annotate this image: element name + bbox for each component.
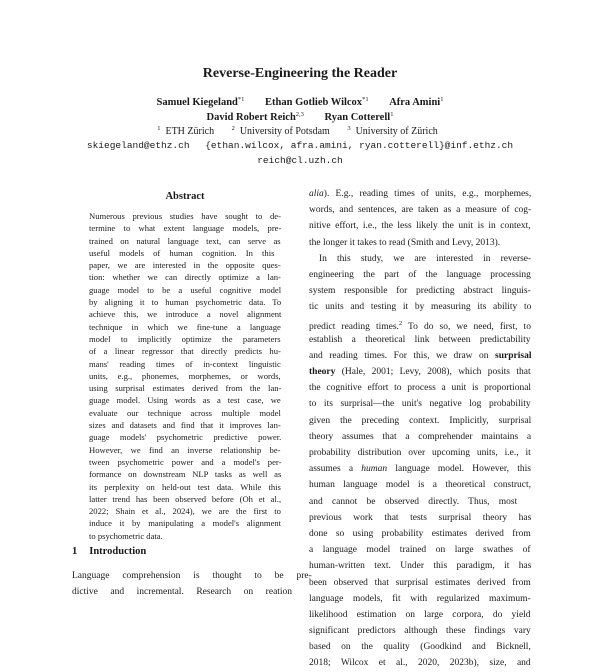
paper-title: Reverse-Engineering the Reader xyxy=(202,66,398,81)
author-line-2 xyxy=(0,111,600,123)
body-line xyxy=(309,267,531,283)
text-run: In this study, we are interested in reverse- xyxy=(319,253,532,264)
body-line xyxy=(309,235,531,251)
abstract-line: mans' reading times of in-context linguistic xyxy=(89,358,281,369)
body-line xyxy=(309,494,531,510)
abstract-line: of a linear regressor that directly predicts hu- xyxy=(89,346,281,357)
body-line xyxy=(309,510,531,526)
body-line xyxy=(309,542,531,558)
abstract-line: sizes and datasets and find that it improves lan- xyxy=(89,420,281,431)
intro-line: dictive and incremental. Research on reation xyxy=(72,587,293,598)
text-run: surprisal xyxy=(495,350,532,361)
body-line xyxy=(309,299,531,315)
text-run: given the preceding context. Implicitly, surprisal xyxy=(309,415,532,426)
text-run: and cannot be observed directly. Thus, most xyxy=(309,496,518,507)
text-run: to its surprisal—the unit's negative log probability xyxy=(309,399,531,410)
text-run: human-written text. Under this paradigm, it has xyxy=(309,561,532,572)
text-run: previous work that tests surprisal theory has xyxy=(309,512,532,523)
abstract-line: model to implicitly optimize the parameters xyxy=(89,333,281,344)
text-run: theory assumes that a comprehender maintains a xyxy=(309,431,532,442)
introduction-body xyxy=(72,568,312,600)
text-run: predict reading times. xyxy=(309,321,399,332)
abstract-heading: Abstract xyxy=(165,191,205,202)
body-line xyxy=(309,655,531,671)
text-run: human language model is a theoretical construct, xyxy=(309,480,531,491)
text-run: (Hale, 2001; Levy, 2008), which posits that xyxy=(335,367,531,378)
author: David Robert Reich$^{2,3}$ xyxy=(206,111,304,123)
abstract-line: induce it by manipulating a model's alignment xyxy=(89,518,282,529)
abstract-line: units, e.g., phonemes, morphemes, or words, xyxy=(89,370,281,381)
abstract-line: termine to what extent language models, pre- xyxy=(89,223,282,234)
text-run: significant predictors although these findings vary xyxy=(309,626,531,637)
body-line xyxy=(309,607,531,623)
abstract-body xyxy=(89,210,281,542)
abstract-line: evaluate our technique across multiple model xyxy=(89,407,281,418)
abstract-line: guage model. Using words as a test case, we xyxy=(89,395,281,406)
text-run: 2018; Wilcox et al., 2020, 2023b), size, and xyxy=(309,658,531,669)
author: Ryan Cotterell$^1$ xyxy=(324,111,394,123)
body-line xyxy=(309,202,531,218)
text-run: assumes a xyxy=(309,464,362,475)
abstract-line: achieve this, we introduce a novel alignment xyxy=(89,309,282,320)
body-line xyxy=(309,186,531,202)
body-line xyxy=(309,251,531,267)
text-run: a language model trained on large swathes of xyxy=(309,545,531,556)
text-run: been observed that surprisal estimates derived from xyxy=(309,577,531,588)
body-line xyxy=(309,526,531,542)
section-number: 1 xyxy=(72,546,78,557)
abstract-line: paper, we are interested in the opposite ques- xyxy=(89,260,281,271)
text-run: To do so, we need, first, to xyxy=(402,321,531,332)
text-run: language models, fit with regularized maximum- xyxy=(309,593,531,604)
abstract-line: using surprisal estimates derived from the lan- xyxy=(89,383,282,394)
body-line xyxy=(309,348,531,364)
author-line-1 xyxy=(0,96,600,108)
email: {ethan.wilcox, afra.amini, ryan.cotterell}@inf.ethz.ch xyxy=(205,140,514,151)
abstract-line: guage models' psychometric predictive power. xyxy=(89,432,282,443)
intro-line: Language comprehension is thought to be pre- xyxy=(72,571,312,581)
abstract-line: latter trend has been observed before (Oh et al., xyxy=(89,493,282,504)
text-run: likelihood estimation on large corpora, do yield xyxy=(309,609,531,620)
abstract-line: guage model to be a useful cognitive model xyxy=(89,284,282,295)
text-run: theory xyxy=(309,367,336,378)
body-line xyxy=(309,429,531,445)
right-column-body xyxy=(309,186,531,672)
affiliation: $^1$ ETH Zürich xyxy=(157,125,215,137)
body-line xyxy=(309,558,531,574)
abstract-line: by aligning it to human psychometric data. To xyxy=(89,297,282,308)
affiliations xyxy=(0,125,600,137)
section-heading xyxy=(72,546,158,557)
body-line xyxy=(309,477,531,493)
text-run: human xyxy=(361,464,388,475)
text-run: system responsible for predicting abstract linguis- xyxy=(309,286,531,297)
abstract-line: technique in which we fine-tune a language xyxy=(89,321,281,332)
abstract-line: 2022; Shain et al., 2024), we are the first to xyxy=(89,506,281,517)
abstract-line: to psychometric data. xyxy=(89,530,163,541)
email-line-1 xyxy=(0,140,600,151)
author: Ethan Gotlieb Wilcox$^{*1}$ xyxy=(265,96,369,108)
text-run: probability distribution over upcoming units, i.e., it xyxy=(309,448,531,458)
text-run: done so using probability estimates derived from xyxy=(309,528,531,539)
affiliation: $^3$ University of Zürich xyxy=(347,125,438,137)
abstract-line: formance on downstream NLP tasks as well as xyxy=(89,469,282,480)
text-run: based on the quality (Goodkind and Bicknell, xyxy=(309,642,531,653)
abstract-line: tion: whether we can directly optimize a lan- xyxy=(89,272,281,283)
body-line xyxy=(309,283,531,299)
body-line xyxy=(309,623,531,639)
body-line xyxy=(309,364,531,380)
section-title: Introduction xyxy=(89,546,147,557)
text-run: the cognitive effort to process a unit is proportional xyxy=(309,383,532,394)
email-line-2 xyxy=(0,155,600,166)
affiliation: $^2$ University of Potsdam xyxy=(231,125,330,137)
body-line xyxy=(309,591,531,607)
abstract-line: tween psychometric power and a model's per- xyxy=(89,456,282,467)
body-line xyxy=(309,639,531,655)
body-line xyxy=(309,316,531,332)
abstract-line: However, we find an inverse relationship be- xyxy=(89,444,281,455)
text-run: nitive effort, i.e., the less likely the unit is in context, xyxy=(309,221,531,232)
text-run: alia xyxy=(309,189,324,199)
text-run: words, and sentences, are taken as a measure of cog- xyxy=(309,205,532,216)
abstract-line: trained on natural language text, can serve as xyxy=(89,235,281,246)
abstract-line: Numerous previous studies have sought to de- xyxy=(89,211,281,221)
text-run: and reading times. For this, we draw on xyxy=(309,350,496,361)
text-run: the longer it takes to read (Smith and Levy, 2013). xyxy=(309,237,501,248)
abstract-line: useful models of human cognition. In this xyxy=(89,247,275,258)
body-line xyxy=(309,461,531,477)
body-line xyxy=(309,218,531,234)
author: Afra Amini$^1$ xyxy=(389,96,444,108)
text-run: engineering the part of the language processing xyxy=(309,269,531,280)
text-run: tic units and testing it by measuring its ability to xyxy=(309,302,532,313)
body-line xyxy=(309,445,531,461)
body-line xyxy=(309,396,531,412)
body-line xyxy=(309,413,531,429)
footnote-marker: 2 xyxy=(398,319,403,327)
text-run: ). E.g., reading times of units, e.g., morphemes, xyxy=(323,189,532,199)
author: Samuel Kiegeland$^{*1}$ xyxy=(156,96,245,108)
text-run: language model. However, this xyxy=(387,464,531,475)
body-line xyxy=(309,575,531,591)
text-run: establish a theoretical link between predictability xyxy=(309,334,531,345)
body-line xyxy=(309,380,531,396)
body-line xyxy=(309,332,531,348)
email: reich@cl.uzh.ch xyxy=(257,155,343,166)
abstract-line: its perplexity on held-out test data. While this xyxy=(89,481,281,492)
email: skiegeland@ethz.ch xyxy=(86,140,190,151)
